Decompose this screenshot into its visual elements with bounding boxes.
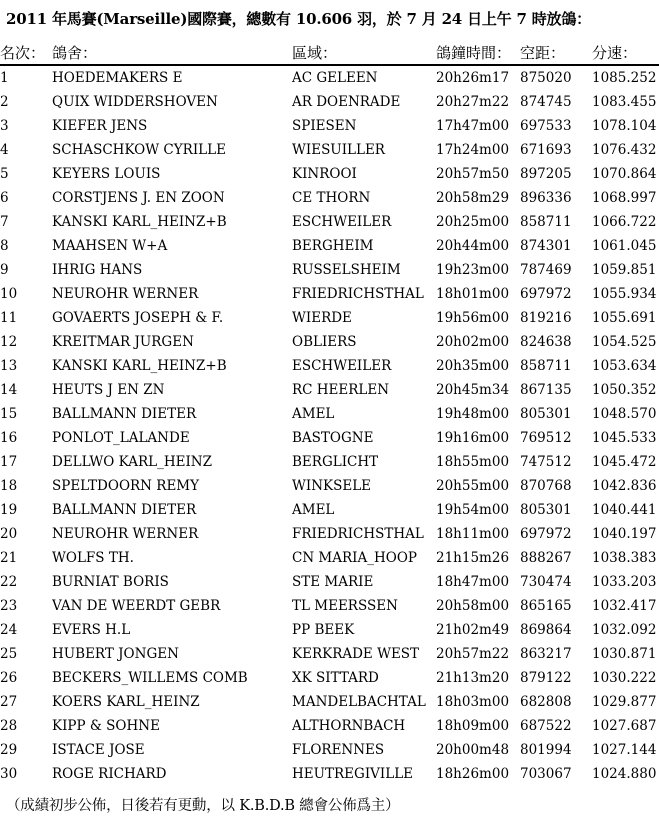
region-cell: SPIESEN [292,118,357,134]
clock-time-cell: 20h00m48 [436,742,510,758]
region-cell: AMEL [292,406,335,422]
speed-cell: 1070.864 [592,166,657,182]
distance-cell: 865165 [520,598,572,614]
speed-cell: 1048.570 [592,406,657,422]
rank-cell: 18 [0,478,18,494]
distance-cell: 896336 [520,190,572,206]
loft-name-cell: HOEDEMAKERS E [52,70,183,86]
distance-cell: 870768 [520,478,572,494]
clock-time-cell: 20h55m00 [436,478,510,494]
clock-time-cell: 19h56m00 [436,310,510,326]
speed-cell: 1029.877 [592,694,657,710]
distance-cell: 747512 [520,454,572,470]
distance-cell: 697972 [520,526,572,542]
table-row [0,330,659,354]
region-cell: BERGLICHT [292,454,379,470]
results-table [0,42,659,786]
loft-name-cell: EVERS H.L [52,622,131,638]
distance-cell: 869864 [520,622,572,638]
distance-cell: 858711 [520,358,572,374]
region-cell: XK SITTARD [292,670,379,686]
distance-cell: 897205 [520,166,572,182]
table-row [0,690,659,714]
loft-name-cell: NEUROHR WERNER [52,286,199,302]
rank-cell: 22 [0,574,18,590]
rank-cell: 7 [0,214,9,230]
table-row [0,65,659,90]
table-row [0,450,659,474]
loft-name-cell: KOERS KARL_HEINZ [52,694,200,710]
speed-cell: 1068.997 [592,190,657,206]
speed-cell: 1032.092 [592,622,657,638]
rank-cell: 28 [0,718,18,734]
speed-cell: 1033.203 [592,574,657,590]
region-cell: STE MARIE [292,574,374,590]
speed-cell: 1032.417 [592,598,657,614]
distance-cell: 682808 [520,694,572,710]
loft-name-cell: KIPP & SOHNE [52,718,160,734]
region-cell: FLORENNES [292,742,385,758]
rank-cell: 12 [0,334,18,350]
speed-cell: 1024.880 [592,766,657,782]
distance-cell: 805301 [520,502,572,518]
rank-cell: 3 [0,118,9,134]
loft-name-cell: DELLWO KARL_HEINZ [52,454,212,470]
speed-cell: 1045.472 [592,454,657,470]
rank-cell: 8 [0,238,9,254]
table-row [0,666,659,690]
region-cell: BASTOGNE [292,430,374,446]
table-row [0,234,659,258]
distance-cell: 824638 [520,334,572,350]
distance-cell: 874301 [520,238,572,254]
rank-cell: 5 [0,166,9,182]
loft-name-cell: HUBERT JONGEN [52,646,179,662]
clock-time-cell: 20h44m00 [436,238,510,254]
loft-name-cell: BECKERS_WILLEMS COMB [52,670,248,686]
rank-cell: 2 [0,94,9,110]
speed-cell: 1042.836 [592,478,657,494]
clock-time-cell: 18h55m00 [436,454,510,470]
distance-cell: 769512 [520,430,572,446]
speed-cell: 1045.533 [592,430,657,446]
region-cell: TL MEERSSEN [292,598,398,614]
distance-cell: 697533 [520,118,572,134]
clock-time-cell: 20h57m50 [436,166,510,182]
distance-cell: 730474 [520,574,572,590]
rank-cell: 29 [0,742,18,758]
loft-name-cell: CORSTJENS J. EN ZOON [52,190,225,206]
loft-name-cell: SPELTDOORN REMY [52,478,200,494]
clock-time-cell: 19h16m00 [436,430,510,446]
speed-cell: 1027.687 [592,718,657,734]
loft-name-cell: KANSKI KARL_HEINZ+B [52,214,227,230]
region-cell: ESCHWEILER [292,214,392,230]
distance-cell: 801994 [520,742,572,758]
rank-cell: 21 [0,550,18,566]
rank-cell: 19 [0,502,18,518]
rank-cell: 26 [0,670,18,686]
clock-time-cell: 20h58m00 [436,598,510,614]
distance-cell: 874745 [520,94,572,110]
footnote: （成績初步公佈，日後若有更動，以 K.B.D.B 總會公佈爲主） [6,798,400,814]
loft-name-cell: BURNIAT BORIS [52,574,169,590]
loft-name-cell: VAN DE WEERDT GEBR [52,598,221,614]
loft-name-cell: KREITMAR JURGEN [52,334,194,350]
clock-time-cell: 21h15m26 [436,550,510,566]
table-row [0,114,659,138]
clock-time-cell: 17h47m00 [436,118,510,134]
clock-time-cell: 17h24m00 [436,142,510,158]
distance-cell: 787469 [520,262,572,278]
clock-time-cell: 20h26m17 [436,70,510,86]
column-header-region: 區域： [292,42,436,65]
region-cell: KINROOI [292,166,357,182]
clock-time-cell: 20h27m22 [436,94,510,110]
clock-time-cell: 20h35m00 [436,358,510,374]
region-cell: ESCHWEILER [292,358,392,374]
table-row [0,426,659,450]
distance-cell: 867135 [520,382,572,398]
region-cell: CE THORN [292,190,371,206]
column-header-time: 鴿鐘時間： [436,42,520,65]
table-row [0,210,659,234]
distance-cell: 863217 [520,646,572,662]
clock-time-cell: 19h48m00 [436,406,510,422]
region-cell: AMEL [292,502,335,518]
rank-cell: 9 [0,262,9,278]
speed-cell: 1027.144 [592,742,657,758]
clock-time-cell: 20h25m00 [436,214,510,230]
table-row [0,474,659,498]
region-cell: OBLIERS [292,334,357,350]
rank-cell: 14 [0,382,18,398]
loft-name-cell: GOVAERTS JOSEPH & F. [52,310,224,326]
table-row [0,258,659,282]
speed-cell: 1083.455 [592,94,657,110]
region-cell: PP BEEK [292,622,355,638]
clock-time-cell: 21h02m49 [436,622,510,638]
distance-cell: 858711 [520,214,572,230]
loft-name-cell: IHRIG HANS [52,262,143,278]
rank-cell: 13 [0,358,18,374]
speed-cell: 1053.634 [592,358,657,374]
table-row [0,186,659,210]
loft-name-cell: QUIX WIDDERSHOVEN [52,94,218,110]
loft-name-cell: NEUROHR WERNER [52,526,199,542]
loft-name-cell: KEYERS LOUIS [52,166,161,182]
clock-time-cell: 18h26m00 [436,766,510,782]
speed-cell: 1085.252 [592,70,657,86]
clock-time-cell: 19h54m00 [436,502,510,518]
rank-cell: 16 [0,430,18,446]
distance-cell: 875020 [520,70,572,86]
speed-cell: 1030.222 [592,670,657,686]
distance-cell: 671693 [520,142,572,158]
rank-cell: 20 [0,526,18,542]
clock-time-cell: 20h58m29 [436,190,510,206]
speed-cell: 1030.871 [592,646,657,662]
clock-time-cell: 21h13m20 [436,670,510,686]
table-row [0,162,659,186]
region-cell: WINKSELE [292,478,372,494]
region-cell: RUSSELSHEIM [292,262,401,278]
rank-cell: 1 [0,70,9,86]
column-header-rank: 名次： [0,42,52,65]
table-row [0,402,659,426]
table-body [0,65,659,786]
page-title: 2011 年馬賽(Marseille)國際賽，總數有 10.606 羽，於 7 月 24 日上午 7 時放鴿： [6,10,591,28]
speed-cell: 1055.691 [592,310,657,326]
loft-name-cell: ISTACE JOSE [52,742,145,758]
table-row [0,762,659,786]
region-cell: MANDELBACHTAL [292,694,426,710]
loft-name-cell: SCHASCHKOW CYRILLE [52,142,226,158]
speed-cell: 1050.352 [592,382,657,398]
loft-name-cell: BALLMANN DIETER [52,502,197,518]
speed-cell: 1078.104 [592,118,657,134]
region-cell: CN MARIA_HOOP [292,550,417,566]
table-row [0,738,659,762]
distance-cell: 879122 [520,670,572,686]
region-cell: WIERDE [292,310,352,326]
speed-cell: 1059.851 [592,262,657,278]
loft-name-cell: BALLMANN DIETER [52,406,197,422]
rank-cell: 11 [0,310,18,326]
speed-cell: 1055.934 [592,286,657,302]
header-row [0,42,659,65]
region-cell: WIESUILLER [292,142,385,158]
table-row [0,354,659,378]
clock-time-cell: 18h47m00 [436,574,510,590]
clock-time-cell: 18h09m00 [436,718,510,734]
table-row [0,570,659,594]
clock-time-cell: 18h01m00 [436,286,510,302]
column-header-speed: 分速： [592,42,659,65]
distance-cell: 703067 [520,766,572,782]
rank-cell: 10 [0,286,18,302]
column-header-distance: 空距： [520,42,592,65]
speed-cell: 1054.525 [592,334,657,350]
loft-name-cell: WOLFS TH. [52,550,134,566]
table-row [0,138,659,162]
speed-cell: 1040.197 [592,526,657,542]
table-row [0,618,659,642]
clock-time-cell: 20h57m22 [436,646,510,662]
speed-cell: 1061.045 [592,238,657,254]
table-row [0,642,659,666]
distance-cell: 888267 [520,550,572,566]
region-cell: BERGHEIM [292,238,374,254]
rank-cell: 25 [0,646,18,662]
table-row [0,378,659,402]
speed-cell: 1076.432 [592,142,657,158]
clock-time-cell: 20h02m00 [436,334,510,350]
loft-name-cell: MAAHSEN W+A [52,238,168,254]
distance-cell: 687522 [520,718,572,734]
clock-time-cell: 20h45m34 [436,382,510,398]
speed-cell: 1066.722 [592,214,657,230]
table-row [0,546,659,570]
distance-cell: 805301 [520,406,572,422]
loft-name-cell: ROGE RICHARD [52,766,167,782]
speed-cell: 1038.383 [592,550,657,566]
rank-cell: 15 [0,406,18,422]
clock-time-cell: 18h03m00 [436,694,510,710]
table-row [0,594,659,618]
region-cell: RC HEERLEN [292,382,390,398]
rank-cell: 6 [0,190,9,206]
rank-cell: 17 [0,454,18,470]
column-header-name: 鴿舍： [52,42,292,65]
rank-cell: 23 [0,598,18,614]
table-row [0,90,659,114]
region-cell: AC GELEEN [292,70,378,86]
loft-name-cell: HEUTS J EN ZN [52,382,165,398]
rank-cell: 24 [0,622,18,638]
rank-cell: 30 [0,766,18,782]
region-cell: FRIEDRICHSTHAL [292,526,424,542]
region-cell: HEUTREGIVILLE [292,766,414,782]
region-cell: FRIEDRICHSTHAL [292,286,424,302]
table-row [0,714,659,738]
rank-cell: 4 [0,142,9,158]
table-row [0,282,659,306]
clock-time-cell: 18h11m00 [436,526,510,542]
distance-cell: 697972 [520,286,572,302]
table-row [0,306,659,330]
loft-name-cell: PONLOT_LALANDE [52,430,190,446]
clock-time-cell: 19h23m00 [436,262,510,278]
table-row [0,498,659,522]
table-header [0,42,659,65]
loft-name-cell: KANSKI KARL_HEINZ+B [52,358,227,374]
rank-cell: 27 [0,694,18,710]
loft-name-cell: KIEFER JENS [52,118,148,134]
speed-cell: 1040.441 [592,502,657,518]
distance-cell: 819216 [520,310,572,326]
region-cell: AR DOENRADE [292,94,401,110]
region-cell: ALTHORNBACH [292,718,406,734]
region-cell: KERKRADE WEST [292,646,420,662]
table-row [0,522,659,546]
